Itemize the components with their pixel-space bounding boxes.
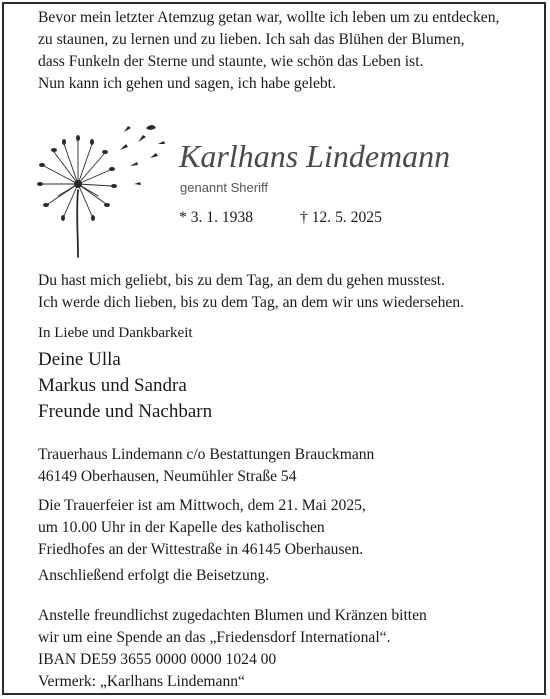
mourner: Freunde und Nachbarn: [38, 401, 213, 422]
quote: [38, 270, 464, 314]
birth-date: * 3. 1. 1938: [179, 209, 254, 226]
deceased-nickname: genannt Sheriff: [180, 180, 268, 195]
mourners-intro: In Liebe und Dankbarkeit: [38, 325, 193, 341]
iban: IBAN DE59 3655 0000 0000 1024 00: [38, 651, 277, 668]
service-line: um 10.00 Uhr in der Kapelle des katholischen: [38, 519, 325, 536]
quote-line: Ich werde dich lieben, bis zu dem Tag, an dem wir uns wiedersehen.: [38, 294, 465, 311]
poem-line: zu staunen, zu lernen und zu lieben. Ich sah das Blühen der Blumen,: [38, 31, 465, 48]
poem: [38, 7, 499, 95]
poem-line: dass Funkeln der Sterne und staunte, wie schön das Leben ist.: [38, 53, 424, 70]
donation-info: [38, 605, 427, 693]
service-line: Friedhofes an der Wittestraße in 46145 Oberhausen.: [38, 541, 364, 558]
donation-line: Anstelle freundlichst zugedachten Blumen und Kränzen bitten: [38, 607, 427, 624]
poem-line: Nun kann ich gehen und sagen, ich habe gelebt.: [38, 75, 336, 92]
mourners-list: [38, 347, 212, 425]
donation-line: wir um eine Spende an das „Friedensdorf International“.: [38, 629, 391, 646]
address-line: 46149 Oberhausen, Neumühler Straße 54: [38, 468, 297, 485]
donation-reference: Vermerk: „Karlhans Lindemann“: [38, 673, 245, 690]
poem-line: Bevor mein letzter Atemzug getan war, wollte ich leben um zu entdecken,: [38, 9, 500, 26]
mourner: Markus und Sandra: [38, 375, 187, 396]
notice-frame: [2, 2, 546, 695]
mourning-house-address: [38, 444, 374, 488]
mourner: Deine Ulla: [38, 349, 121, 370]
quote-line: Du hast mich geliebt, bis zu dem Tag, an dem du gehen musstest.: [38, 272, 446, 289]
dandelion-icon: [34, 112, 174, 262]
address-line: Trauerhaus Lindemann c/o Bestattungen Brauckmann: [38, 446, 375, 463]
service-line: Die Trauerfeier ist am Mittwoch, dem 21. Mai 2025,: [38, 497, 366, 514]
burial-info: Anschließend erfolgt die Beisetzung.: [38, 567, 270, 584]
death-date: † 12. 5. 2025: [300, 209, 382, 226]
service-info: [38, 495, 366, 561]
deceased-name: Karlhans Lindemann: [179, 138, 451, 174]
